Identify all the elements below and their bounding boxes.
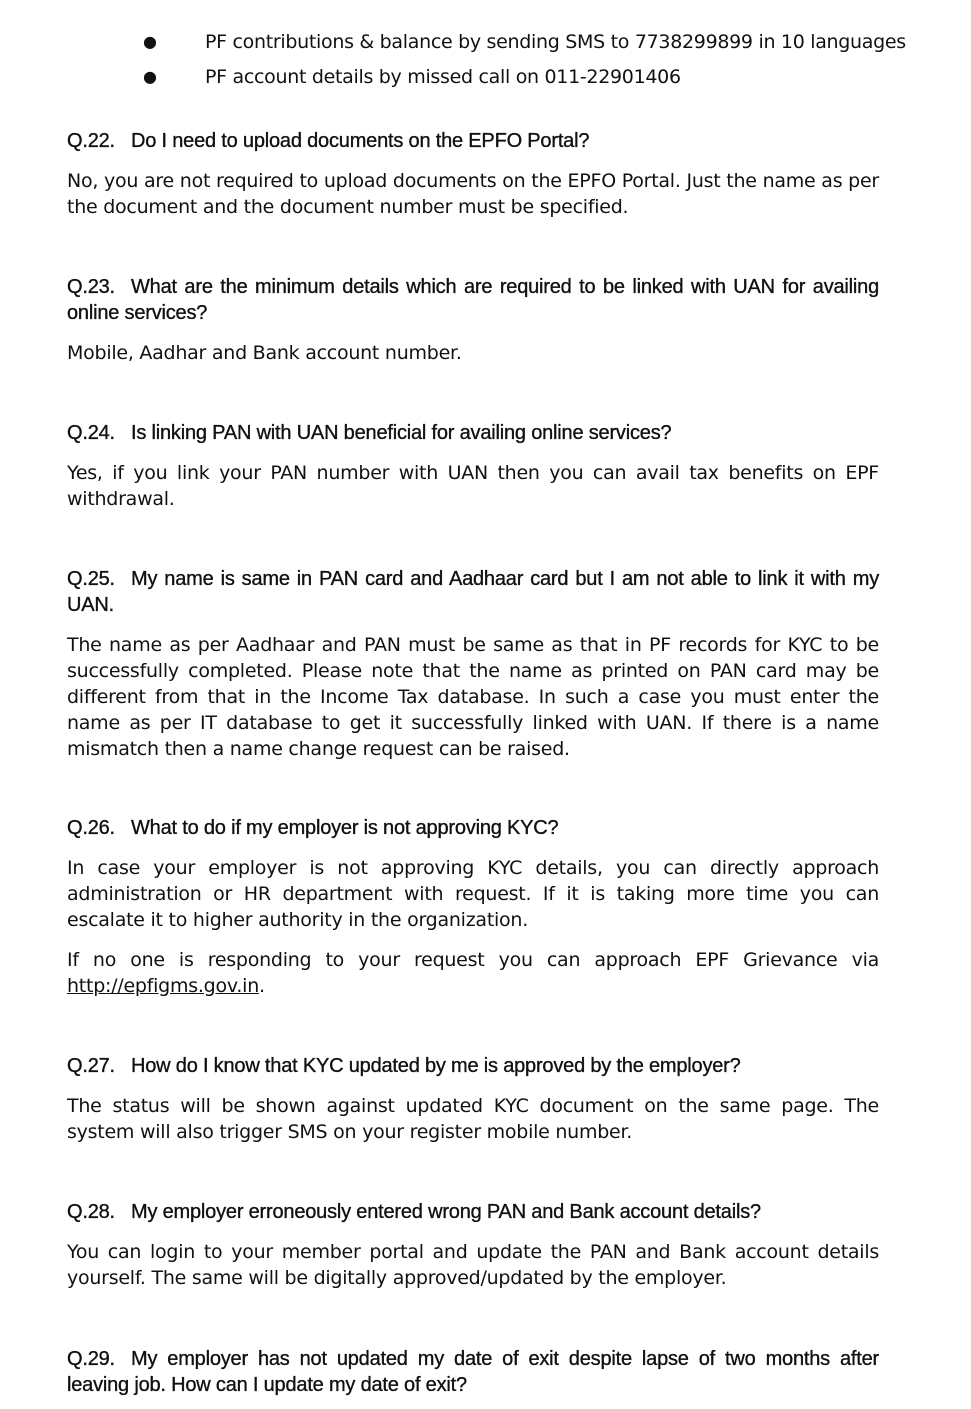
question-text: My name is same in PAN card and Aadhaar card but I am not able to link it with my UAN. (67, 568, 879, 616)
answer-text: You can login to your member portal and update the PAN and Bank account details yourself. The same will be digitally approved/updated by the employer. (67, 1241, 879, 1289)
answer-text: The status will be shown against updated KYC document on the same page. The system will also trigger SMS on your register mobile number. (67, 1095, 879, 1143)
list-item (67, 30, 906, 65)
faq-item-25 (67, 566, 879, 762)
question-heading (67, 1199, 879, 1225)
question-text: What are the minimum details which are required to be linked with UAN for availing online services? (67, 276, 879, 324)
question-number: Q.29. (67, 1348, 115, 1370)
answer-text: Yes, if you link your PAN number with UAN then you can avail tax benefits on EPF withdrawal. (67, 462, 879, 510)
question-text: What to do if my employer is not approving KYC? (131, 817, 559, 839)
answer-text: Mobile, Aadhar and Bank account number. (67, 342, 462, 364)
question-text: Do I need to upload documents on the EPFO Portal? (131, 130, 590, 152)
question-number: Q.27. (67, 1055, 115, 1077)
question-heading (67, 1053, 879, 1079)
question-heading (67, 566, 879, 618)
bullet-text: PF contributions & balance by sending SMS to 7738299899 in 10 languages (205, 31, 906, 53)
question-text: Is linking PAN with UAN beneficial for availing online services? (131, 422, 672, 444)
question-text: My employer erroneously entered wrong PAN and Bank account details? (131, 1201, 761, 1223)
faq-item-26 (67, 815, 879, 999)
bullet-icon: ● (143, 67, 157, 86)
list-item (67, 65, 879, 100)
answer-text-secondary (67, 947, 879, 999)
faq-item-22 (67, 128, 879, 220)
answer-text: The name as per Aadhaar and PAN must be same as that in PF records for KYC to be successfully completed. Please note that the name as printed on PAN card may be different from that in the Income Tax database. In such a case you must enter the name as per IT database to get it successfully linked with UAN. If there is a name mismatch then a name change request can be raised. (67, 634, 879, 760)
answer-text: No, you are not required to upload documents on the EPFO Portal. Just the name as per the document and the document number must be specified. (67, 170, 879, 218)
bullet-list (67, 30, 906, 100)
faq-item-29 (67, 1346, 879, 1398)
question-number: Q.22. (67, 130, 115, 152)
question-number: Q.25. (67, 568, 115, 590)
question-number: Q.26. (67, 817, 115, 839)
answer-text: In case your employer is not approving KYC details, you can directly approach administration or HR department with request. If it is taking more time you can escalate it to higher authority in the organization. (67, 857, 879, 931)
question-number: Q.28. (67, 1201, 115, 1223)
question-heading (67, 815, 879, 841)
question-heading (67, 274, 879, 326)
faq-item-23 (67, 274, 879, 366)
faq-item-24 (67, 420, 879, 512)
bullet-icon: ● (143, 32, 157, 51)
grievance-link[interactable]: http://epfigms.gov.in (67, 975, 259, 997)
answer-text-prefix: If no one is responding to your request you can approach EPF Grievance via (67, 949, 879, 971)
faq-item-27 (67, 1053, 879, 1145)
question-number: Q.23. (67, 276, 115, 298)
question-heading (67, 1346, 879, 1398)
question-heading (67, 420, 879, 446)
question-heading (67, 128, 879, 154)
question-number: Q.24. (67, 422, 115, 444)
answer-text-suffix: . (259, 975, 265, 997)
question-text: My employer has not updated my date of exit despite lapse of two months after leaving job. How can I update my date of exit? (67, 1348, 879, 1396)
bullet-text: PF account details by missed call on 011-22901406 (205, 66, 681, 88)
question-text: How do I know that KYC updated by me is approved by the employer? (131, 1055, 741, 1077)
faq-item-28 (67, 1199, 879, 1291)
